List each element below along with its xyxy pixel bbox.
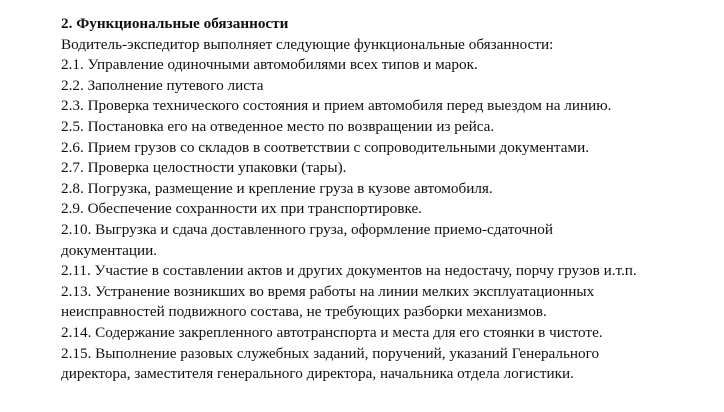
duty-line-2-2: 2.2. Заполнение путевого листа xyxy=(61,76,264,94)
duty-line-2-10-cont: документации. xyxy=(61,241,158,259)
section-intro: Водитель-экспедитор выполняет следующие функциональные обязанности: xyxy=(61,35,554,53)
duty-line-2-1: 2.1. Управление одиночными автомобилями всех типов и марок. xyxy=(61,56,478,74)
duty-line-2-3: 2.3. Проверка технического состояния и прием автомобиля перед выездом на линию. xyxy=(61,97,612,115)
duty-line-2-13-cont: неисправностей подвижного состава, не требующих разборки механизмов. xyxy=(61,303,547,321)
duty-line-2-15: 2.15. Выполнение разовых служебных заданий, поручений, указаний Генерального xyxy=(61,344,600,362)
duty-line-2-10: 2.10. Выгрузка и сдача доставленного груза, оформление приемо-сдаточной xyxy=(61,220,553,238)
duty-line-2-15-cont: директора, заместителя генерального директора, начальника отдела логистики. xyxy=(61,365,574,383)
section-title: 2. Функциональные обязанности xyxy=(61,15,289,32)
duty-line-2-9: 2.9. Обеспечение сохранности их при транспортировке. xyxy=(61,200,422,218)
duty-line-2-7: 2.7. Проверка целостности упаковки (тары). xyxy=(61,159,347,177)
duty-line-2-5: 2.5. Постановка его на отведенное место по возвращении из рейса. xyxy=(61,117,495,135)
duty-line-2-14: 2.14. Содержание закрепленного автотранспорта и места для его стоянки в чистоте. xyxy=(61,323,603,341)
duty-line-2-8: 2.8. Погрузка, размещение и крепление груза в кузове автомобиля. xyxy=(61,179,493,197)
document-body xyxy=(61,14,711,385)
duty-line-2-6: 2.6. Прием грузов со складов в соответствии с сопроводительными документами. xyxy=(61,138,590,156)
duty-line-2-13: 2.13. Устранение возникших во время работы на линии мелких эксплуатационных xyxy=(61,282,595,300)
duty-line-2-11: 2.11. Участие в составлении актов и других документов на недостачу, порчу грузов и.т.п. xyxy=(61,262,637,280)
